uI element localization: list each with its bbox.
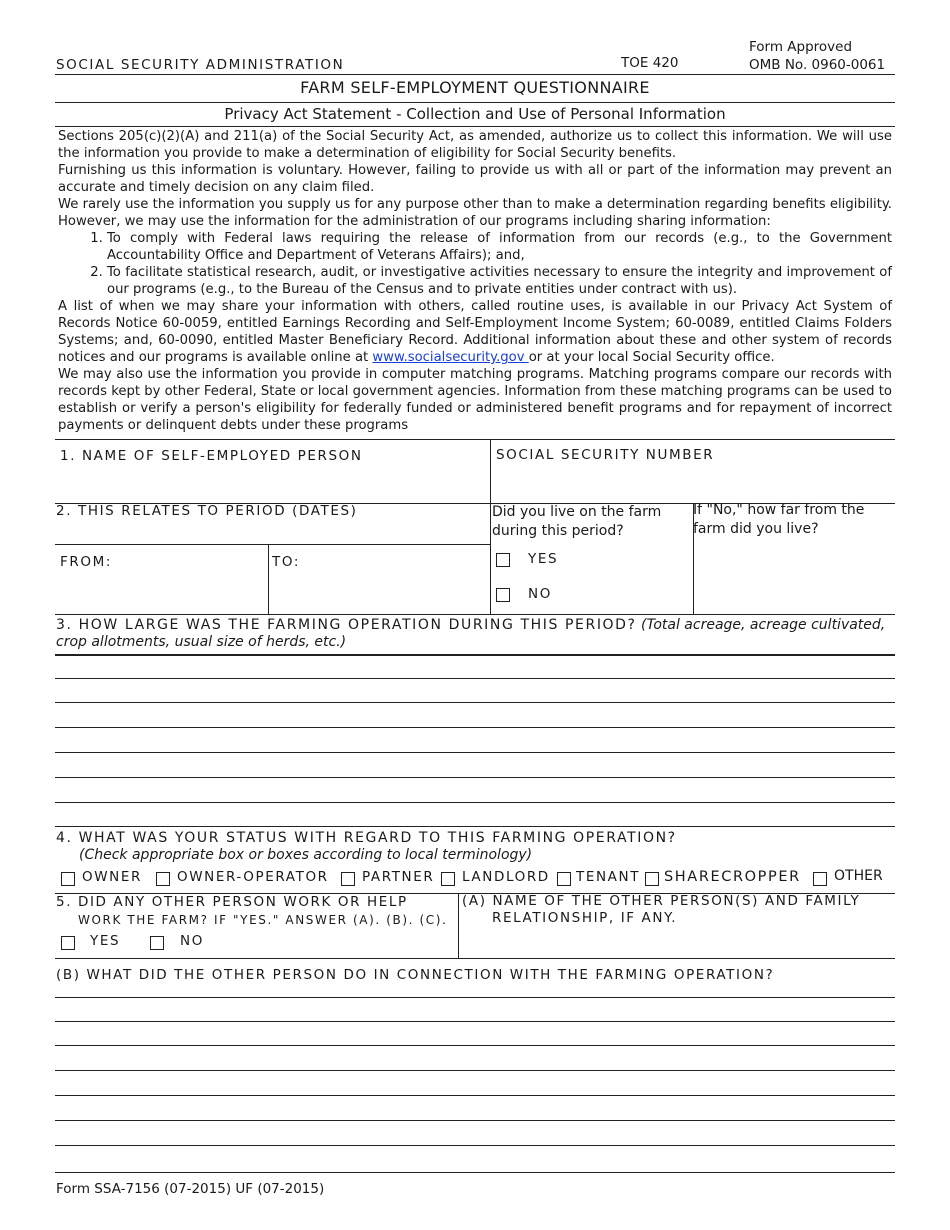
header-rule xyxy=(55,74,895,75)
q5b-answer-line-5[interactable] xyxy=(55,1095,895,1096)
form-number: Form SSA-7156 (07-2015) UF (07-2015) xyxy=(56,1181,325,1197)
farm-distance-label: If "No," how far from the farm did you live? xyxy=(693,502,865,537)
page-title: FARM SELF-EMPLOYMENT QUESTIONNAIRE xyxy=(300,78,650,97)
q5b-answer-line-3[interactable] xyxy=(55,1045,895,1046)
q5-yes-label: YES xyxy=(90,933,121,949)
q5-label: 5. DID ANY OTHER PERSON WORK OR HELP xyxy=(56,894,408,910)
q3-answer-line-5[interactable] xyxy=(55,752,895,753)
status-partner-checkbox[interactable] xyxy=(341,872,355,886)
status-sharecropper-checkbox[interactable] xyxy=(645,872,659,886)
from-label: FROM: xyxy=(60,554,112,570)
q2-label: 2. THIS RELATES TO PERIOD (DATES) xyxy=(56,503,358,519)
q3-answer-line-3[interactable] xyxy=(55,702,895,703)
name-field[interactable] xyxy=(56,468,486,502)
from-date-field[interactable] xyxy=(56,574,264,610)
privacy-list-item-2: 2. To facilitate statistical research, audit, or investigative activities necessary to ensure the integrity and improvement of our programs (e.g., to the Bureau of the Census and to private entities under contract with us). xyxy=(107,264,892,298)
q3-answer-line-4[interactable] xyxy=(55,727,895,728)
q5a-answer-field[interactable] xyxy=(462,930,892,956)
ssa-website-link[interactable]: www.socialsecurity.gov xyxy=(372,350,529,365)
status-tenant-checkbox[interactable] xyxy=(557,872,571,886)
q5b-answer-line-6[interactable] xyxy=(55,1120,895,1121)
q5b-answer-line-2[interactable] xyxy=(55,1021,895,1022)
q3-answer-line-1[interactable] xyxy=(55,654,895,656)
omb-number: OMB No. 0960-0061 xyxy=(749,57,886,73)
q5a-label: (A) NAME OF THE OTHER PERSON(S) AND FAMILY xyxy=(462,893,861,909)
privacy-list-item-1: 1. To comply with Federal laws requiring the release of information from our records (e.g., to the Government Accountability Office and Department of Veterans Affairs); and, xyxy=(107,230,892,264)
section5-divider xyxy=(458,893,459,958)
privacy-statement xyxy=(58,128,892,434)
status-landlord-label: LANDLORD xyxy=(462,869,550,885)
q5b-answer-line-8[interactable] xyxy=(55,1172,895,1173)
to-label: TO: xyxy=(272,554,300,570)
q3-answer-line-6[interactable] xyxy=(55,777,895,778)
privacy-heading: Privacy Act Statement - Collection and Use of Personal Information xyxy=(224,105,726,123)
status-partner-label: PARTNER xyxy=(362,869,435,885)
privacy-paragraph-5: We may also use the information you provide in computer matching programs. Matching programs compare our records with records kept by other Federal, State or local government agencies. Information from these matching programs can be used to establish or verify a person's eligibility for federally funded or administered benefit programs and for repayment of incorrect payments or delinquent debts under these programs xyxy=(58,367,892,433)
q3-answer-line-7[interactable] xyxy=(55,802,895,803)
q3-label-block xyxy=(56,617,892,651)
section1-top-rule xyxy=(55,439,895,440)
q3-hint: (Total acreage, acreage cultivated, crop allotments, usual size of herds, etc.) xyxy=(56,617,886,650)
status-other-checkbox[interactable] xyxy=(813,872,827,886)
farm-residence-question: Did you live on the farm during this period? xyxy=(492,504,662,539)
form-approved: Form Approved xyxy=(749,39,853,55)
q5-label-2: WORK THE FARM? IF "YES." ANSWER (A). (B). (C). xyxy=(78,913,448,927)
privacy-paragraph-4: A list of when we may share your information with others, called routine uses, is available in our Privacy Act System of Records Notice 60-0059, entitled Earnings Recording and Self-Employment Income System; 60-0089, entitled Claims Folders Systems; and, 60-0090, entitled Master Beneficiary Record. Additional information about these and other system of records notices and our programs is available online at www.socialsecurity.gov or at your local Social Security office. xyxy=(58,299,892,365)
farm-no-label: NO xyxy=(528,586,552,602)
farm-yes-label: YES xyxy=(528,551,559,567)
status-other-label: OTHER xyxy=(834,868,883,884)
status-landlord-checkbox[interactable] xyxy=(441,872,455,886)
section5b-top-rule xyxy=(55,958,895,959)
section4-top-rule xyxy=(55,826,895,827)
privacy-paragraph-3: We rarely use the information you supply us for any purpose other than to make a determination regarding benefits eligibility. However, we may use the information for the administration of our programs including sharing information: xyxy=(58,197,892,229)
q5b-answer-line-4[interactable] xyxy=(55,1070,895,1071)
q5b-label: (B) WHAT DID THE OTHER PERSON DO IN CONNECTION WITH THE FARMING OPERATION? xyxy=(56,967,775,983)
farm-yes-checkbox[interactable] xyxy=(496,553,510,567)
agency-name: SOCIAL SECURITY ADMINISTRATION xyxy=(56,57,345,73)
title-rule xyxy=(55,102,895,103)
q5-no-checkbox[interactable] xyxy=(150,936,164,950)
dates-divider xyxy=(268,544,269,614)
section3-top-rule xyxy=(55,614,895,615)
privacy-paragraph-1: Sections 205(c)(2)(A) and 211(a) of the Social Security Act, as amended, authorize us to collect this information. We will use the information you provide to make a determination of eligibility for Social Security benefits. xyxy=(58,129,892,161)
q4-label: 4. WHAT WAS YOUR STATUS WITH REGARD TO THIS FARMING OPERATION? xyxy=(56,830,677,846)
q3-answer-line-2[interactable] xyxy=(55,678,895,679)
privacy-paragraph-2: Furnishing us this information is voluntary. However, failing to provide us with all or part of the information may prevent an accurate and timely decision on any claim filed. xyxy=(58,163,892,195)
status-owner-checkbox[interactable] xyxy=(61,872,75,886)
privacy-heading-rule xyxy=(55,126,895,127)
to-date-field[interactable] xyxy=(272,574,486,610)
q1-label: 1. NAME OF SELF-EMPLOYED PERSON xyxy=(60,448,363,464)
toe-code: TOE 420 xyxy=(621,55,679,71)
dates-rule xyxy=(55,544,490,545)
q5-yes-checkbox[interactable] xyxy=(61,936,75,950)
status-sharecropper-label: SHARECROPPER xyxy=(664,869,801,885)
farm-distance-field[interactable] xyxy=(697,544,891,610)
q5b-answer-line-1[interactable] xyxy=(55,997,895,998)
status-tenant-label: TENANT xyxy=(576,869,641,885)
q5b-answer-line-7[interactable] xyxy=(55,1145,895,1146)
status-owner-operator-checkbox[interactable] xyxy=(156,872,170,886)
q3-label: 3. HOW LARGE WAS THE FARMING OPERATION DURING THIS PERIOD? xyxy=(56,617,637,633)
ssn-label: SOCIAL SECURITY NUMBER xyxy=(496,447,715,463)
farm-no-checkbox[interactable] xyxy=(496,588,510,602)
q4-hint: (Check appropriate box or boxes according to local terminology) xyxy=(79,847,533,863)
status-owner-operator-label: OWNER-OPERATOR xyxy=(177,869,329,885)
q5a-label-2: RELATIONSHIP, IF ANY. xyxy=(492,910,678,926)
ssn-field[interactable] xyxy=(494,468,892,502)
status-owner-label: OWNER xyxy=(82,869,142,885)
q5-no-label: NO xyxy=(180,933,204,949)
section1-divider xyxy=(490,439,491,614)
